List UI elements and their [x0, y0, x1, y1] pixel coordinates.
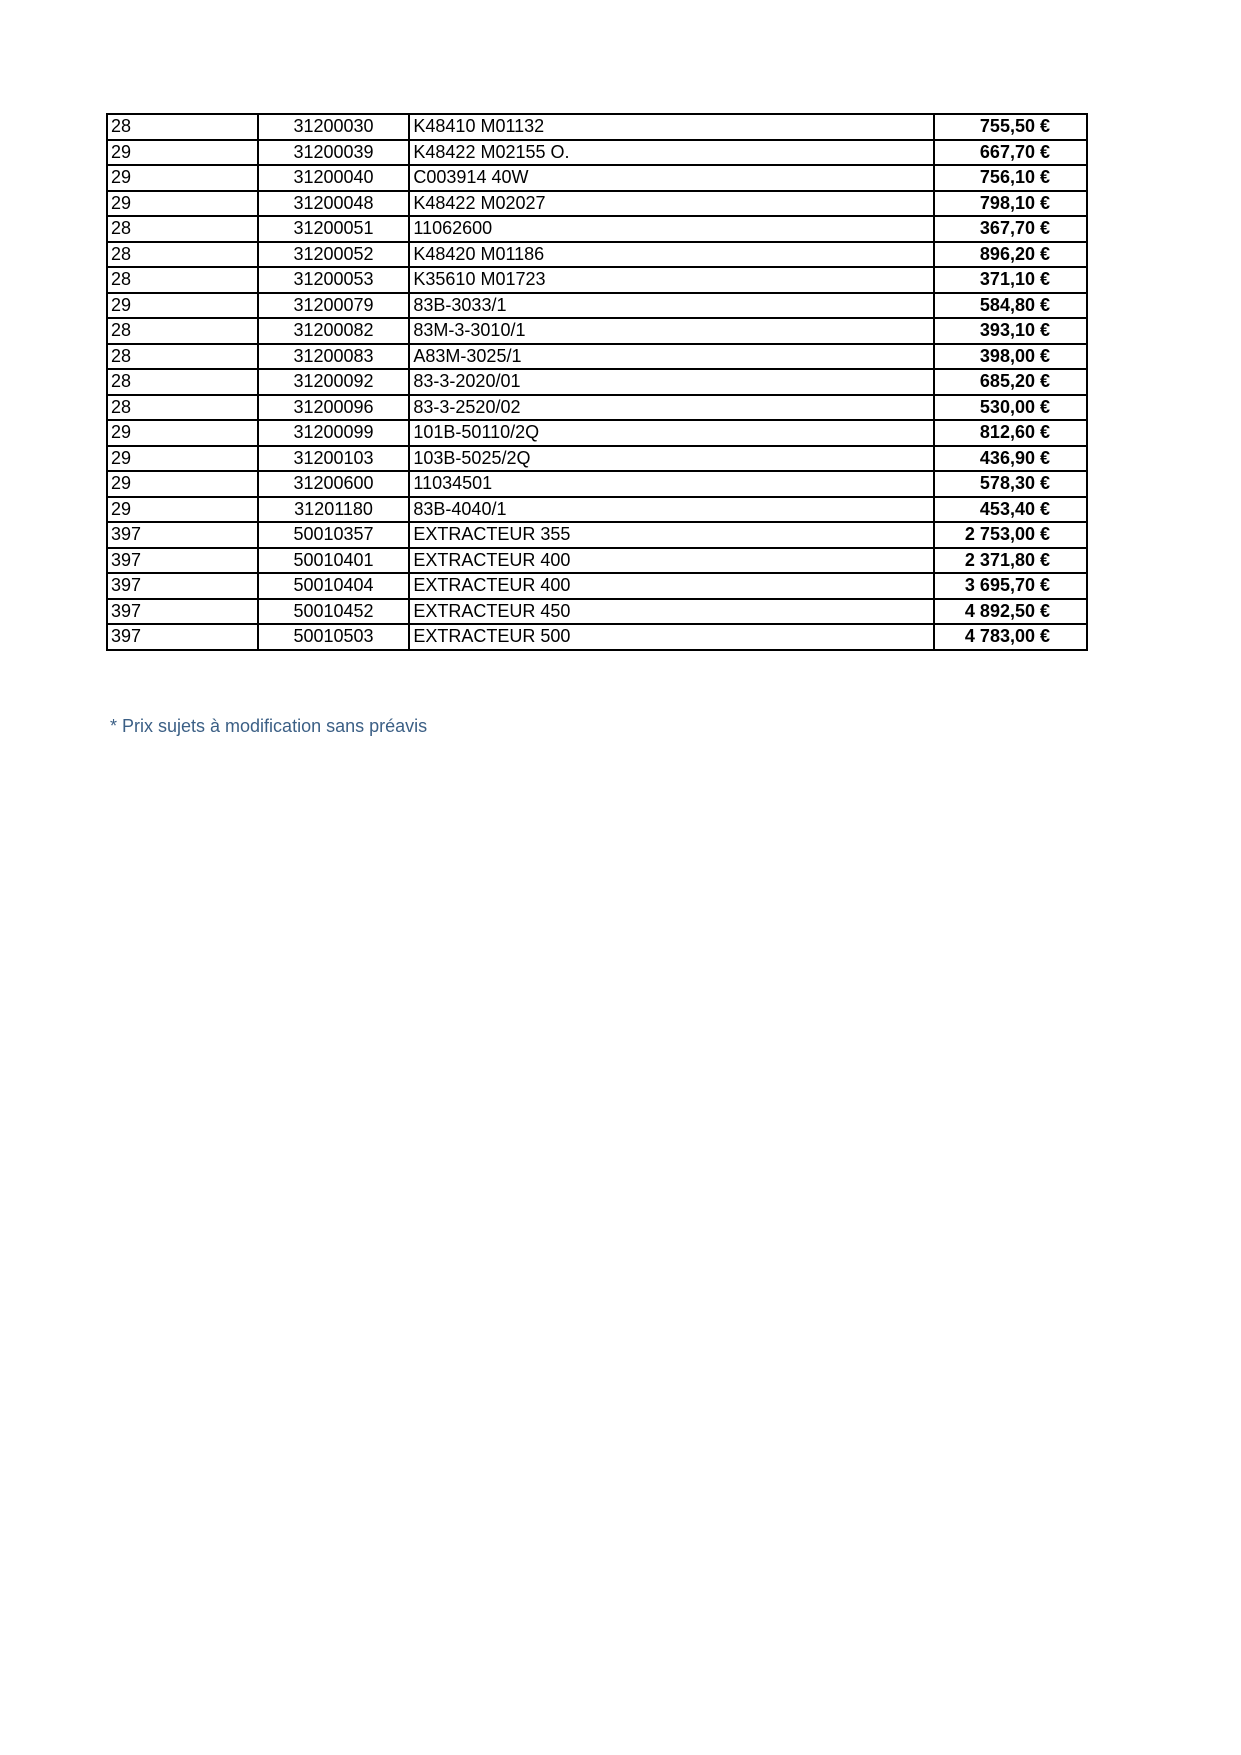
table-row — [107, 599, 1087, 625]
code-cell: 50010357 — [258, 522, 410, 548]
reference-cell: 101B-50110/2Q — [409, 420, 934, 446]
price-cell: 756,10 € — [934, 165, 1087, 191]
code-cell: 31200079 — [258, 293, 410, 319]
reference-cell: 103B-5025/2Q — [409, 446, 934, 472]
page-cell: 28 — [107, 114, 258, 140]
price-cell: 4 892,50 € — [934, 599, 1087, 625]
price-cell: 398,00 € — [934, 344, 1087, 370]
page-cell: 29 — [107, 446, 258, 472]
table-row — [107, 548, 1087, 574]
price-cell: 4 783,00 € — [934, 624, 1087, 650]
code-cell: 50010452 — [258, 599, 410, 625]
page-cell: 28 — [107, 267, 258, 293]
code-cell: 31200096 — [258, 395, 410, 421]
reference-cell: A83M-3025/1 — [409, 344, 934, 370]
code-cell: 50010503 — [258, 624, 410, 650]
code-cell: 31200103 — [258, 446, 410, 472]
table-row — [107, 267, 1087, 293]
reference-cell: K48422 M02155 O. — [409, 140, 934, 166]
code-cell: 31200030 — [258, 114, 410, 140]
page-cell: 29 — [107, 293, 258, 319]
page-cell: 28 — [107, 216, 258, 242]
reference-cell: EXTRACTEUR 500 — [409, 624, 934, 650]
page-cell: 28 — [107, 344, 258, 370]
price-cell: 2 753,00 € — [934, 522, 1087, 548]
price-table — [106, 113, 1088, 651]
code-cell: 50010401 — [258, 548, 410, 574]
code-cell: 31200600 — [258, 471, 410, 497]
table-row — [107, 522, 1087, 548]
reference-cell: EXTRACTEUR 400 — [409, 573, 934, 599]
price-cell: 896,20 € — [934, 242, 1087, 268]
reference-cell: 83-3-2520/02 — [409, 395, 934, 421]
table-row — [107, 395, 1087, 421]
page-cell: 29 — [107, 471, 258, 497]
price-cell: 393,10 € — [934, 318, 1087, 344]
table-row — [107, 420, 1087, 446]
table-row — [107, 140, 1087, 166]
table-row — [107, 446, 1087, 472]
page-cell: 28 — [107, 369, 258, 395]
price-cell: 3 695,70 € — [934, 573, 1087, 599]
reference-cell: 11062600 — [409, 216, 934, 242]
code-cell: 31200099 — [258, 420, 410, 446]
code-cell: 31200039 — [258, 140, 410, 166]
price-cell: 371,10 € — [934, 267, 1087, 293]
reference-cell: 11034501 — [409, 471, 934, 497]
page-cell: 29 — [107, 191, 258, 217]
code-cell: 31200048 — [258, 191, 410, 217]
page-cell: 29 — [107, 165, 258, 191]
table-row — [107, 624, 1087, 650]
reference-cell: 83B-4040/1 — [409, 497, 934, 523]
page-cell: 397 — [107, 624, 258, 650]
page-cell: 397 — [107, 522, 258, 548]
price-cell: 584,80 € — [934, 293, 1087, 319]
table-row — [107, 344, 1087, 370]
price-cell: 2 371,80 € — [934, 548, 1087, 574]
price-cell: 798,10 € — [934, 191, 1087, 217]
reference-cell: C003914 40W — [409, 165, 934, 191]
page-cell: 397 — [107, 599, 258, 625]
code-cell: 31200053 — [258, 267, 410, 293]
code-cell: 31201180 — [258, 497, 410, 523]
code-cell: 31200051 — [258, 216, 410, 242]
code-cell: 31200040 — [258, 165, 410, 191]
code-cell: 31200083 — [258, 344, 410, 370]
code-cell: 31200092 — [258, 369, 410, 395]
page-cell: 28 — [107, 318, 258, 344]
reference-cell: K48410 M01132 — [409, 114, 934, 140]
table-row — [107, 216, 1087, 242]
code-cell: 31200052 — [258, 242, 410, 268]
price-cell: 685,20 € — [934, 369, 1087, 395]
price-cell: 367,70 € — [934, 216, 1087, 242]
reference-cell: K48422 M02027 — [409, 191, 934, 217]
table-row — [107, 497, 1087, 523]
page-cell: 29 — [107, 497, 258, 523]
table-row — [107, 191, 1087, 217]
price-cell: 453,40 € — [934, 497, 1087, 523]
page-cell: 28 — [107, 242, 258, 268]
reference-cell: EXTRACTEUR 450 — [409, 599, 934, 625]
page-cell: 397 — [107, 573, 258, 599]
reference-cell: 83-3-2020/01 — [409, 369, 934, 395]
page-cell: 29 — [107, 140, 258, 166]
page-cell: 28 — [107, 395, 258, 421]
reference-cell: EXTRACTEUR 355 — [409, 522, 934, 548]
code-cell: 50010404 — [258, 573, 410, 599]
reference-cell: 83M-3-3010/1 — [409, 318, 934, 344]
price-cell: 755,50 € — [934, 114, 1087, 140]
table-row — [107, 573, 1087, 599]
page-cell: 397 — [107, 548, 258, 574]
price-cell: 578,30 € — [934, 471, 1087, 497]
page-cell: 29 — [107, 420, 258, 446]
table-row — [107, 165, 1087, 191]
table-row — [107, 114, 1087, 140]
table-row — [107, 242, 1087, 268]
reference-cell: 83B-3033/1 — [409, 293, 934, 319]
price-cell: 530,00 € — [934, 395, 1087, 421]
price-footnote: * Prix sujets à modification sans préavis — [110, 716, 428, 736]
code-cell: 31200082 — [258, 318, 410, 344]
reference-cell: K35610 M01723 — [409, 267, 934, 293]
table-row — [107, 369, 1087, 395]
reference-cell: K48420 M01186 — [409, 242, 934, 268]
table-row — [107, 471, 1087, 497]
price-table-body — [107, 114, 1087, 650]
reference-cell: EXTRACTEUR 400 — [409, 548, 934, 574]
table-row — [107, 293, 1087, 319]
table-row — [107, 318, 1087, 344]
price-cell: 436,90 € — [934, 446, 1087, 472]
price-cell: 812,60 € — [934, 420, 1087, 446]
price-cell: 667,70 € — [934, 140, 1087, 166]
